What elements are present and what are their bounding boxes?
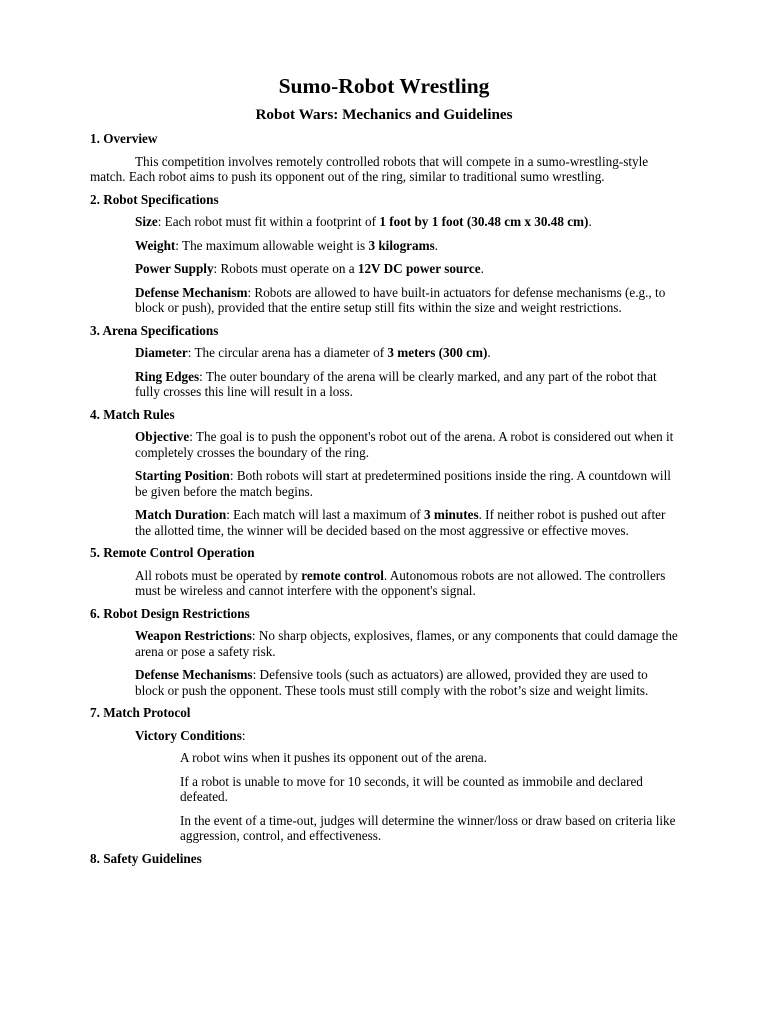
document-title: Sumo-Robot Wrestling (278, 74, 490, 98)
spec-defense-mechanism (135, 285, 678, 316)
rule-text: : Both robots will start at predetermined positions inside the ring. A countdown will be given before the match begins. (135, 468, 671, 499)
spec-weight (135, 238, 678, 254)
spec-ring-edges (135, 369, 678, 400)
spec-text: : Robots are allowed to have built-in actuators for defense mechanisms (e.g., to block or push), provided that the entire setup still fits within the size and weight restrictions. (135, 284, 666, 315)
spec-label: Defense Mechanism (135, 284, 248, 300)
spec-text: . (487, 345, 491, 360)
remote-text: All robots must be operated by (135, 567, 302, 583)
section-heading: 7. Match Protocol (90, 705, 191, 720)
section-heading: 1. Overview (90, 131, 158, 146)
section-robot-specifications (90, 192, 678, 316)
spec-value: 3 meters (300 cm) (387, 345, 488, 360)
spec-value: 12V DC power source (357, 261, 481, 276)
remote-text: . Autonomous robots are not allowed. The controllers must be wireless and cannot interfere with the opponent's signal. (135, 567, 666, 598)
document-subtitle: Robot Wars: Mechanics and Guidelines (255, 106, 513, 123)
remote-control-paragraph (135, 568, 678, 599)
restriction-defense (135, 667, 678, 698)
spec-label: Diameter (135, 345, 188, 360)
section-safety-guidelines (90, 851, 678, 867)
rule-label: Objective (135, 429, 190, 444)
section-heading: 8. Safety Guidelines (90, 850, 202, 866)
spec-diameter (135, 345, 678, 361)
section-arena-specifications (90, 323, 678, 400)
restriction-weapon (135, 628, 678, 659)
restriction-label: Defense Mechanisms (135, 667, 253, 682)
spec-text: : Each robot must fit within a footprint of (157, 214, 380, 229)
rule-match-duration (135, 507, 678, 538)
spec-text: : The maximum allowable weight is (175, 237, 369, 253)
victory-condition-item: If a robot is unable to move for 10 seconds, it will be counted as immobile and declared defeated. (180, 773, 643, 804)
spec-text: . (434, 237, 439, 253)
spec-text: : The circular arena has a diameter of (187, 345, 388, 360)
overview-paragraph: This competition involves remotely controlled robots that will compete in a sumo-wrestling-style match. Each robot aims to push its opponent out of the ring, similar to traditional sumo wrestling. (90, 153, 649, 184)
restriction-label: Weapon Restrictions (135, 628, 252, 643)
rule-label: Match Duration (135, 507, 227, 522)
spec-power-supply (135, 261, 678, 277)
restriction-text: : Defensive tools (such as actuators) are allowed, provided they are used to block or push the opponent. These tools must still comply with the robot’s size and weight limits. (135, 667, 649, 698)
rule-value: 3 minutes (423, 507, 479, 522)
section-heading: 5. Remote Control Operation (90, 545, 255, 560)
spec-text: : Robots must operate on a (213, 261, 358, 276)
spec-text: . (588, 214, 592, 229)
rule-text: : Each match will last a maximum of (226, 507, 424, 522)
spec-text: : The outer boundary of the arena will be clearly marked, and any part of the robot that fully crosses this line will result in a loss. (135, 368, 657, 399)
rule-text: . If neither robot is pushed out after the allotted time, the winner will be decided based on the most aggressive or effective moves. (135, 507, 666, 538)
victory-condition-item: A robot wins when it pushes its opponent out of the arena. (180, 750, 487, 765)
section-heading: 3. Arena Specifications (90, 322, 219, 338)
victory-condition-item: In the event of a time-out, judges will determine the winner/loss or draw based on criteria like aggression, control, and effectiveness. (180, 812, 676, 843)
rule-objective (135, 429, 678, 460)
section-heading: 6. Robot Design Restrictions (90, 605, 250, 621)
section-overview (90, 131, 678, 185)
section-match-protocol (90, 705, 678, 844)
section-match-rules (90, 407, 678, 539)
spec-text: . (480, 261, 484, 276)
spec-label: Size (135, 214, 158, 229)
rule-label: Starting Position (135, 468, 230, 483)
spec-label: Power Supply (135, 261, 214, 276)
section-heading: 2. Robot Specifications (90, 191, 219, 207)
victory-colon: : (241, 727, 246, 743)
section-robot-design-restrictions (90, 606, 678, 699)
rule-starting-position (135, 468, 678, 499)
spec-label: Weight (135, 237, 176, 253)
victory-label: Victory Conditions (135, 727, 242, 743)
spec-label: Ring Edges (135, 368, 200, 384)
restriction-text: : No sharp objects, explosives, flames, or any components that could damage the arena or pose a safety risk. (135, 628, 678, 659)
victory-conditions (135, 728, 678, 744)
remote-value: remote control (301, 567, 384, 583)
section-remote-control-operation (90, 545, 678, 599)
spec-value: 1 foot by 1 foot (30.48 cm x 30.48 cm) (379, 214, 589, 229)
section-heading: 4. Match Rules (90, 406, 175, 422)
spec-size (135, 214, 678, 230)
spec-value: 3 kilograms (368, 237, 435, 253)
rule-text: : The goal is to push the opponent's robot out of the arena. A robot is considered out when it completely crosses the boundary of the ring. (135, 429, 674, 460)
